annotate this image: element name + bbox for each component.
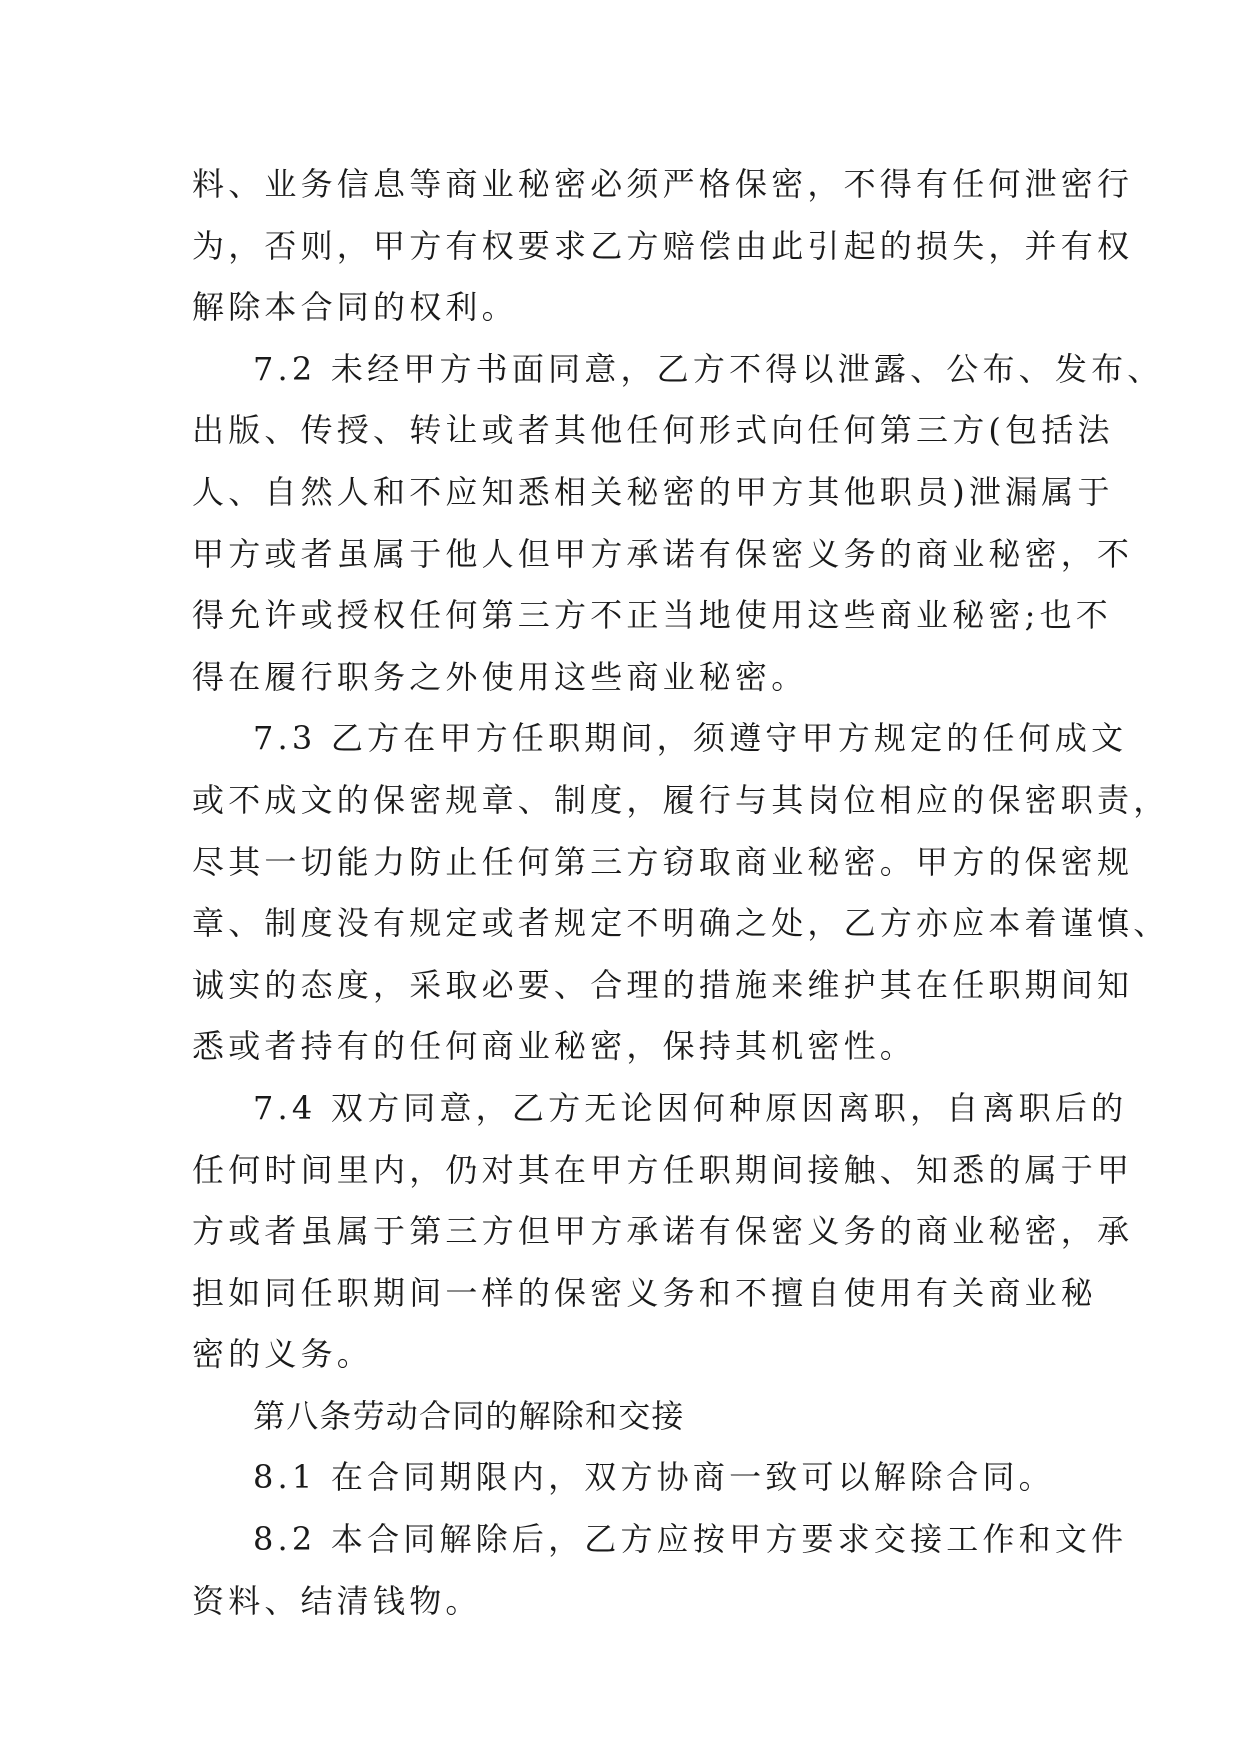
text-line: 解除本合同的权利。 [192, 288, 518, 327]
clause-8-2: 8.2 本合同解除后，乙方应按甲方要求交接工作和文件 [253, 1520, 1128, 1559]
clause-8-1: 8.1 在合同期限内，双方协商一致可以解除合同。 [253, 1458, 1055, 1497]
section-heading-8: 第八条劳动合同的解除和交接 [253, 1396, 685, 1435]
document-body [192, 154, 1170, 1632]
text-line: 得在履行职务之外使用这些商业秘密。 [192, 657, 808, 696]
clause-7-2: 7.2 未经甲方书面同意，乙方不得以泄露、公布、发布、 [253, 349, 1164, 388]
text-line: 或不成文的保密规章、制度，履行与其岗位相应的保密职责， [192, 780, 1170, 819]
text-line: 得允许或授权任何第三方不正当地使用这些商业秘密;也不 [192, 596, 1112, 635]
text-line: 诚实的态度，采取必要、合理的措施来维护其在任职期间知 [192, 965, 1134, 1004]
text-line: 悉或者持有的任何商业秘密，保持其机密性。 [192, 1027, 917, 1066]
text-line: 密的义务。 [192, 1335, 374, 1374]
clause-7-4: 7.4 双方同意，乙方无论因何种原因离职，自离职后的 [253, 1088, 1128, 1127]
clause-7-3: 7.3 乙方在甲方任职期间，须遵守甲方规定的任何成文 [253, 719, 1128, 758]
text-line: 为，否则，甲方有权要求乙方赔偿由此引起的损失，并有权 [192, 226, 1134, 265]
text-line: 任何时间里内，仍对其在甲方任职期间接触、知悉的属于甲 [192, 1150, 1134, 1189]
text-line: 料、业务信息等商业秘密必须严格保密，不得有任何泄密行 [192, 165, 1134, 203]
text-line: 人、自然人和不应知悉相关秘密的甲方其他职员)泄漏属于 [192, 472, 1114, 511]
text-line: 担如同任职期间一样的保密义务和不擅自使用有关商业秘 [192, 1273, 1098, 1312]
text-line: 资料、结清钱物。 [192, 1581, 482, 1620]
text-line: 出版、传授、转让或者其他任何形式向任何第三方(包括法 [192, 411, 1114, 450]
text-line: 章、制度没有规定或者规定不明确之处，乙方亦应本着谨慎、 [192, 904, 1170, 943]
text-line: 尽其一切能力防止任何第三方窃取商业秘密。甲方的保密规 [192, 842, 1134, 881]
text-line: 方或者虽属于第三方但甲方承诺有保密义务的商业秘密，承 [192, 1212, 1134, 1251]
text-line: 甲方或者虽属于他人但甲方承诺有保密义务的商业秘密，不 [192, 534, 1134, 573]
